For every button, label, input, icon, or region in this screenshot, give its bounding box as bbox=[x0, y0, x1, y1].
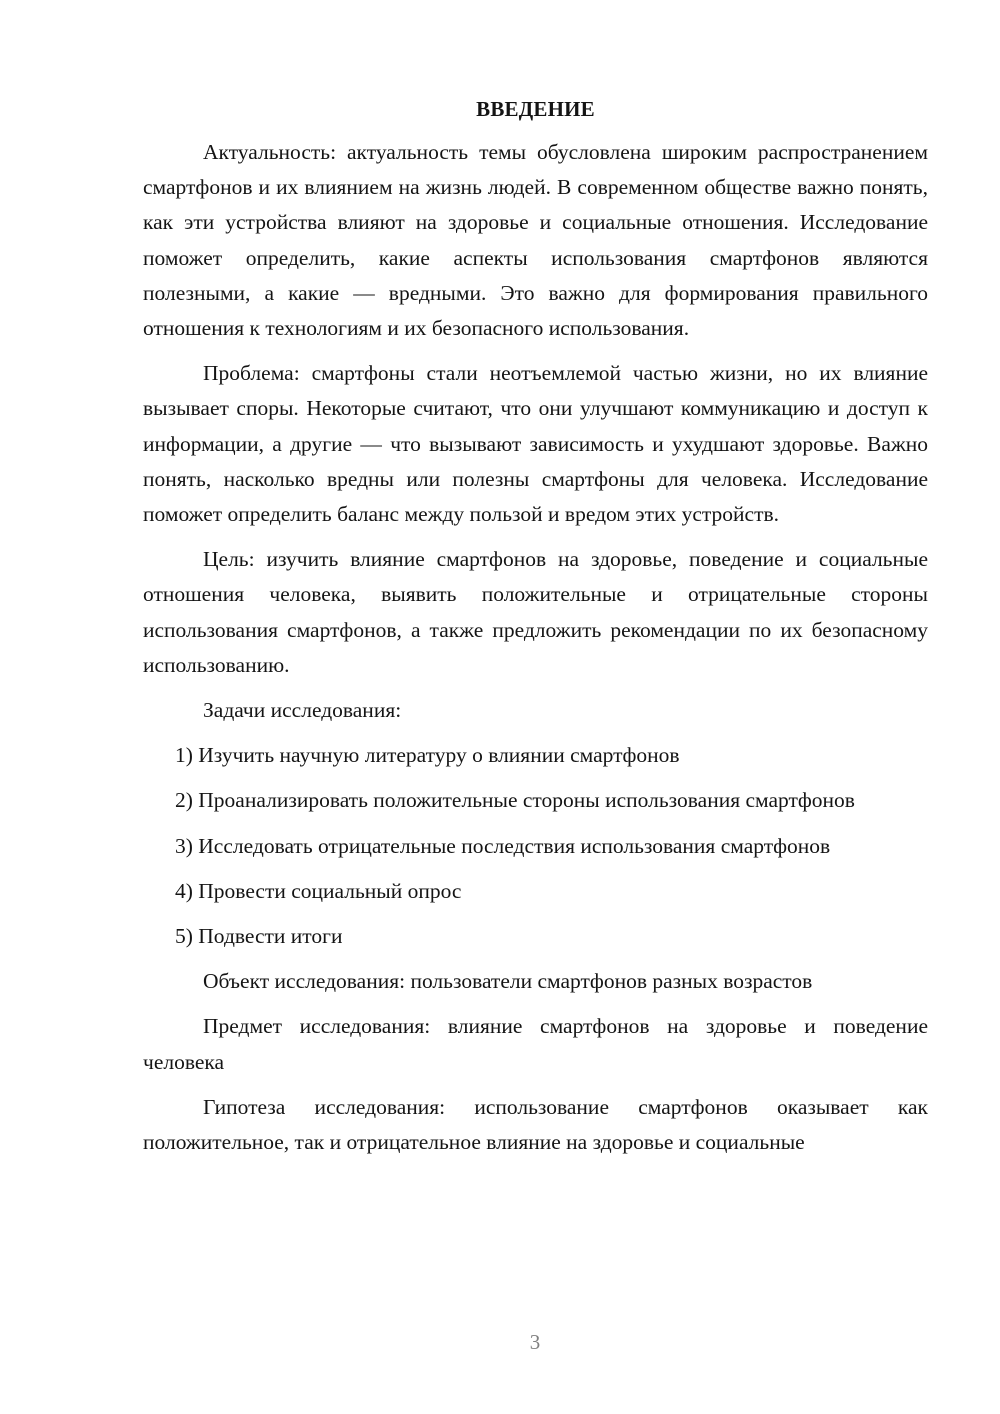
page-number: 3 bbox=[529, 1330, 541, 1354]
paragraph-tasks-heading: Задачи исследования: bbox=[203, 698, 402, 723]
paragraph-object: Объект исследования: пользователи смартфонов разных возрастов bbox=[203, 969, 813, 994]
paragraph-hypothesis: Гипотеза исследования: использование смартфонов оказывает как положительное, так и отрицательное влияние на здоровье и социальные bbox=[143, 1094, 928, 1155]
task-item-5: 5) Подвести итоги bbox=[175, 924, 343, 949]
task-item-3: 3) Исследовать отрицательные последствия использования смартфонов bbox=[175, 833, 831, 858]
task-item-4: 4) Провести социальный опрос bbox=[175, 878, 462, 903]
task-item-1: 1) Изучить научную литературу о влиянии смартфонов bbox=[175, 743, 680, 768]
paragraph-goal: Цель: изучить влияние смартфонов на здоровье, поведение и социальные отношения человека, выявить положительные и отрицательные стороны использования смартфонов, а также предложить рекомендации по их безопасному использованию. bbox=[143, 547, 928, 677]
task-item-2: 2) Проанализировать положительные стороны использования смартфонов bbox=[175, 788, 855, 813]
section-title: ВВЕДЕНИЕ bbox=[476, 97, 595, 121]
page-content bbox=[143, 92, 928, 1170]
paragraph-relevance: Актуальность: актуальность темы обусловлена широким распространением смартфонов и их влиянием на жизнь людей. В современном обществе важно понять, как эти устройства влияют на здоровье и социальные отношения. Исследование поможет определить, какие аспекты использования смартфонов являются полезными, а какие — вредными. Это важно для формирования правильного отношения к технологиям и их безопасного использования. bbox=[143, 140, 928, 341]
paragraph-problem: Проблема: смартфоны стали неотъемлемой частью жизни, но их влияние вызывает споры. Некоторые считают, что они улучшают коммуникацию и доступ к информации, а другие — что вызывают зависимость и ухудшают здоровье. Важно понять, насколько вредны или полезны смартфоны для человека. Исследование поможет определить баланс между пользой и вредом этих устройств. bbox=[143, 361, 928, 527]
paragraph-subject: Предмет исследования: влияние смартфонов на здоровье и поведение человека bbox=[143, 1014, 928, 1074]
